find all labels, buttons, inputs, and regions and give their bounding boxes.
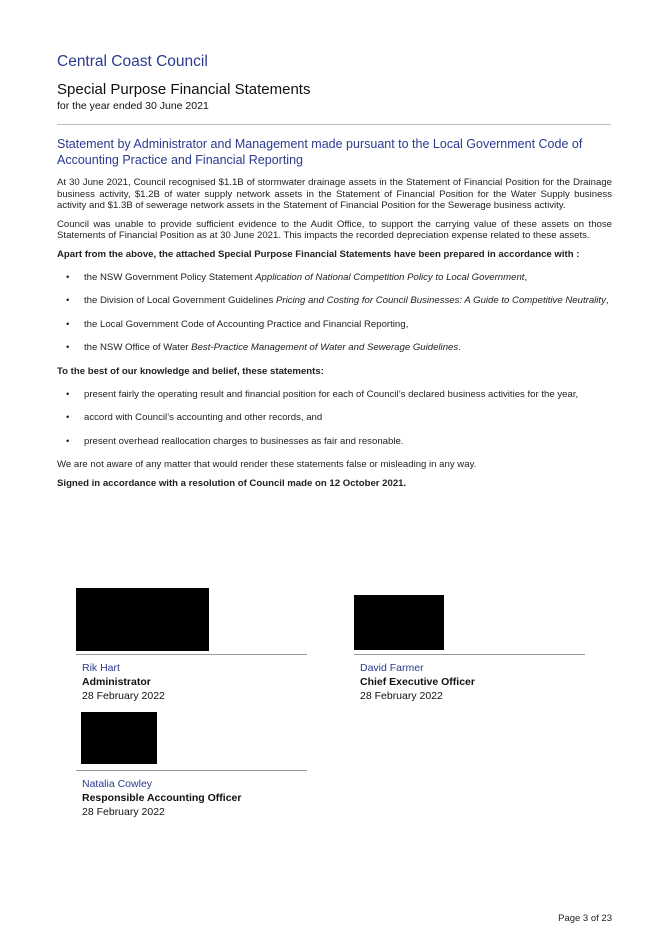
- list-item-text: accord with Council’s accounting and other records, and: [84, 412, 323, 424]
- list-item-suffix: ,: [605, 295, 609, 307]
- header-divider: [57, 124, 611, 125]
- statement-body: [57, 177, 612, 501]
- list-item: [57, 436, 612, 448]
- document-title: Special Purpose Financial Statements: [57, 81, 311, 98]
- bullet-icon: •: [66, 271, 70, 283]
- belief-intro: To the best of our knowledge and belief, these statements:: [57, 365, 324, 377]
- signatory-name: Natalia Cowley: [82, 778, 153, 790]
- redacted-signature: [81, 712, 157, 764]
- section-heading: Statement by Administrator and Management made pursuant to the Local Government Code of Accounting Practice and Financial Reporting: [57, 137, 583, 167]
- list-item-italic: Pricing and Costing for Council Businesses: A Guide to Competitive Neutrality: [275, 295, 606, 307]
- list-item-text: present overhead reallocation charges to businesses as fair and resonable.: [84, 435, 404, 447]
- list-item-suffix: .: [458, 342, 461, 354]
- signatory-date: 28 February 2022: [82, 806, 165, 818]
- signatory-date: 28 February 2022: [82, 690, 165, 702]
- list-item: [57, 389, 612, 401]
- list-item-text: the Local Government Code of Accounting Practice and Financial Reporting,: [84, 318, 409, 330]
- page-number: Page 3 of 23: [558, 913, 612, 924]
- list-item-text: the Division of Local Government Guidelines: [84, 295, 276, 307]
- signed-resolution: Signed in accordance with a resolution of Council made on 12 October 2021.: [57, 477, 407, 489]
- list-item-text: the NSW Government Policy Statement: [84, 271, 256, 283]
- list-item-italic: Best-Practice Management of Water and Sewerage Guidelines: [191, 342, 459, 354]
- bullet-icon: •: [66, 435, 70, 447]
- list-item: [57, 412, 612, 424]
- signatory-name: Rik Hart: [82, 662, 120, 674]
- list-item: [57, 295, 612, 307]
- prepared-intro: Apart from the above, the attached Special Purpose Financial Statements have been prepared in accordance with :: [57, 248, 580, 260]
- signatory-date: 28 February 2022: [360, 690, 443, 702]
- list-item-italic: Application of National Competition Policy to Local Government: [255, 271, 525, 283]
- list-item-text: the NSW Office of Water: [84, 342, 192, 354]
- compliance-list: [57, 272, 612, 354]
- paragraph-audit: Council was unable to provide sufficient evidence to the Audit Office, to support the carrying value of these assets on those Statements of Financial Position as at 30 June 2021. This impacts the recorded depreciation expense related to these assets.: [57, 218, 612, 242]
- list-item-suffix: ,: [524, 271, 528, 283]
- belief-list: [57, 389, 612, 448]
- list-item: [57, 272, 612, 284]
- bullet-icon: •: [66, 412, 70, 424]
- signatory-role: Administrator: [82, 676, 151, 688]
- list-item-text: present fairly the operating result and financial position for each of Council’s declared business activities for the year,: [84, 388, 579, 400]
- paragraph-assets: At 30 June 2021, Council recognised $1.1B of stormwater drainage assets in the Statement of Financial Position for the Drainage business activity, $1.2B of water supply network assets in the Statement of Financial Position for the Water Supply business activity and $1.3B of sewerage network assets in the Statement of Financial Position for the Sewerage business activity.: [57, 177, 612, 212]
- signatory-role: Chief Executive Officer: [360, 676, 475, 688]
- redacted-signature: [76, 588, 209, 651]
- signature-line: [76, 770, 307, 771]
- signatory-role: Responsible Accounting Officer: [82, 792, 242, 804]
- bullet-icon: •: [66, 388, 70, 400]
- redacted-signature: [354, 595, 444, 650]
- list-item: [57, 342, 612, 354]
- bullet-icon: •: [66, 295, 70, 307]
- signature-line: [354, 654, 585, 655]
- paragraph-not-aware: We are not aware of any matter that would render these statements false or misleading in any way.: [57, 459, 477, 471]
- organisation-name: Central Coast Council: [57, 53, 208, 70]
- list-item: [57, 319, 612, 331]
- bullet-icon: •: [66, 318, 70, 330]
- document-subtitle: for the year ended 30 June 2021: [57, 100, 209, 112]
- signature-line: [76, 654, 307, 655]
- bullet-icon: •: [66, 342, 70, 354]
- signatory-name: David Farmer: [360, 662, 424, 674]
